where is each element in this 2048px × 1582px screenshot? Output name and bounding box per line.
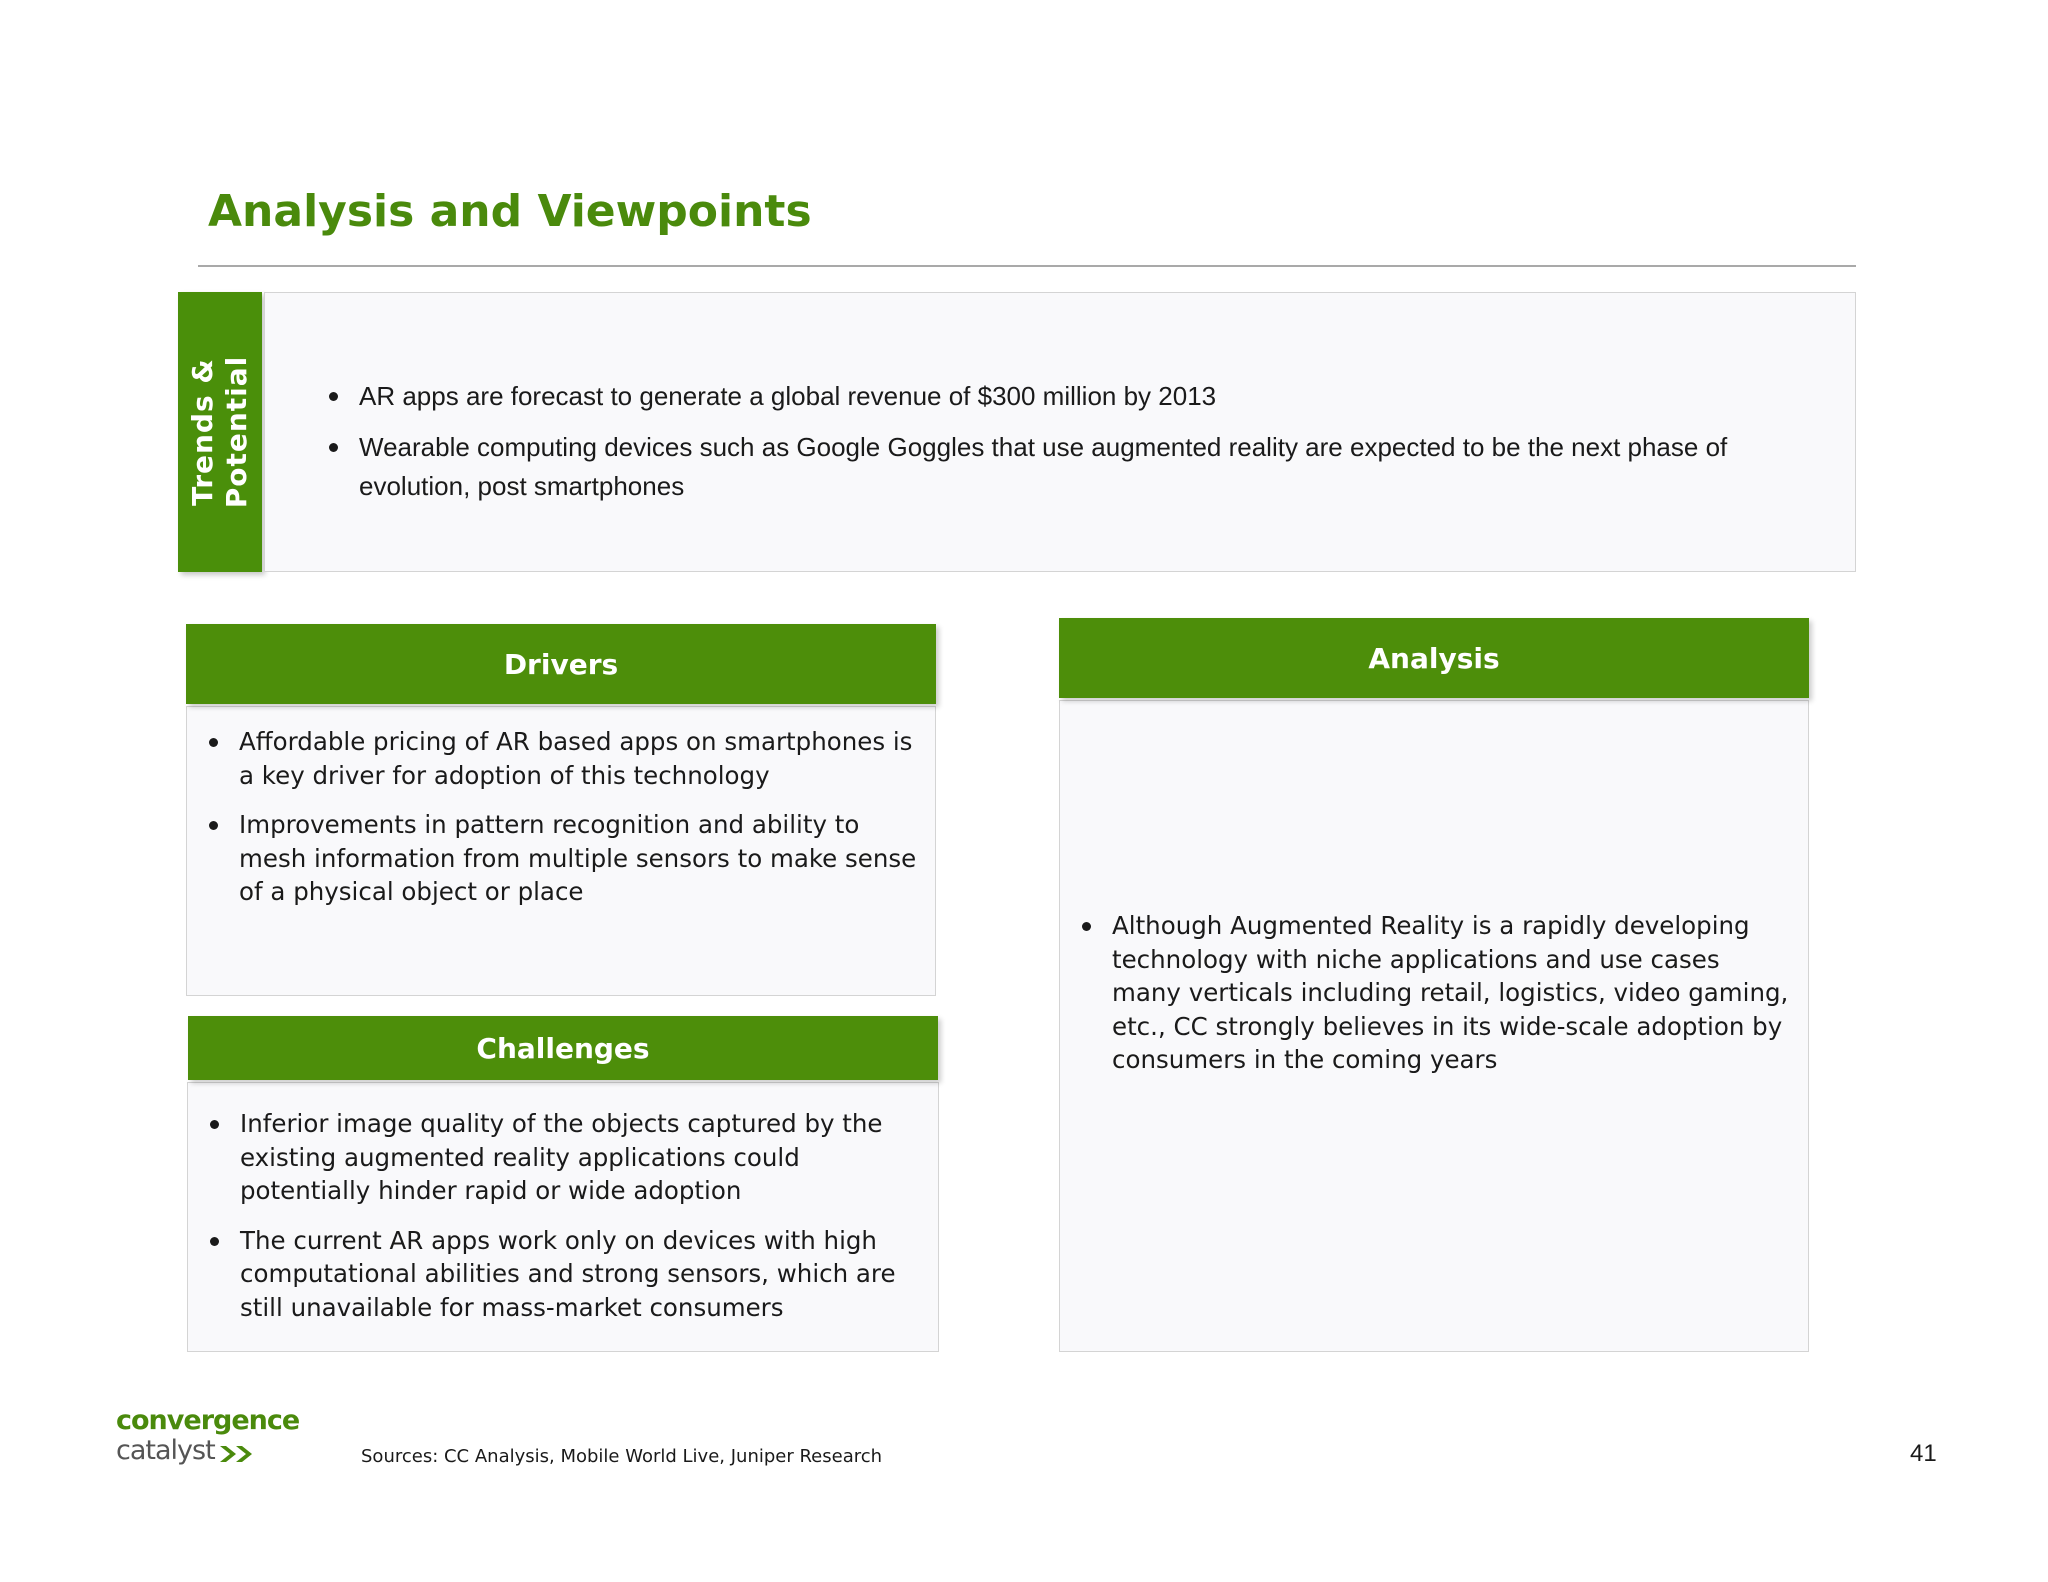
drivers-list: [207, 725, 917, 925]
title-divider: [198, 265, 1856, 267]
analysis-header: Analysis: [1059, 618, 1809, 698]
page-title: Analysis and Viewpoints: [208, 186, 812, 237]
logo-line1: convergence: [116, 1405, 300, 1436]
trends-tab: [178, 292, 262, 572]
list-item: Wearable computing devices such as Google Goggles that use augmented reality are expected to be the next phase of evolution, post smartphones: [329, 428, 1829, 506]
logo-line2: catalyst: [116, 1435, 215, 1466]
page-number: 41: [1910, 1440, 1937, 1467]
trends-list: [329, 377, 1829, 518]
challenges-panel: [187, 1082, 939, 1352]
list-item: Affordable pricing of AR based apps on smartphones is a key driver for adoption of this technology: [207, 725, 917, 792]
list-item: The current AR apps work only on devices with high computational abilities and strong sensors, which are still unavailable for mass-market consumers: [208, 1224, 918, 1325]
trends-label: [186, 356, 254, 509]
challenges-list: [208, 1107, 918, 1340]
challenges-header: Challenges: [188, 1016, 938, 1080]
trends-panel: [264, 292, 1856, 572]
double-chevron-right-icon: [220, 1444, 262, 1464]
trends-label-line2: Potential: [220, 355, 253, 509]
list-item: Improvements in pattern recognition and ability to mesh information from multiple sensors to make sense of a physical object or place: [207, 808, 917, 909]
drivers-header: Drivers: [186, 624, 936, 704]
list-item: Although Augmented Reality is a rapidly developing technology with niche applications and use cases many verticals including retail, logistics, video gaming, etc., CC strongly believes in its wide-scale adoption by consumers in the coming years: [1080, 909, 1790, 1077]
analysis-panel: [1059, 700, 1809, 1352]
sources-note: Sources: CC Analysis, Mobile World Live, Juniper Research: [361, 1446, 883, 1467]
list-item: Inferior image quality of the objects captured by the existing augmented reality applications could potentially hinder rapid or wide adoption: [208, 1107, 918, 1208]
trends-label-line1: Trends &: [186, 358, 219, 506]
drivers-panel: [186, 706, 936, 996]
analysis-list: [1080, 909, 1790, 1093]
list-item: AR apps are forecast to generate a global revenue of $300 million by 2013: [329, 377, 1829, 416]
